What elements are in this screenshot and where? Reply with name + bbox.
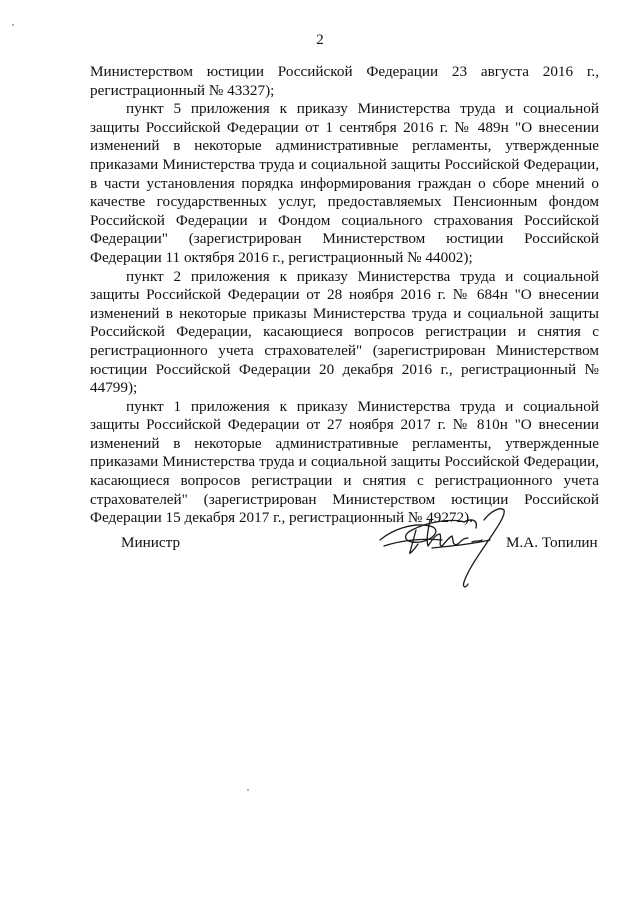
paragraph-1: Министерством юстиции Российской Федерации 23 августа 2016 г., регистрационный № 43327); xyxy=(90,63,599,99)
signer-name: М.А. Топилин xyxy=(506,534,598,551)
paragraph-3: пункт 2 приложения к приказу Министерства труда и социальной защиты Российской Федерации от 28 ноября 2016 г. № 684н "О внесении изменений в некоторые приказы Министерства труда и социальной защиты Российской Федерации, касающиеся вопросов регистрации и снятия с регистрационного учета страхователей" (зарегистрирован Министерством юстиции Российской Федерации 20 декабря 2016 г., регистрационный № 44799); xyxy=(90,267,599,397)
page-number: 2 xyxy=(316,32,324,48)
scan-speck xyxy=(247,789,249,791)
scan-speck xyxy=(12,24,14,26)
document-body xyxy=(90,63,599,528)
signer-position: Министр xyxy=(121,534,181,551)
paragraph-2: пункт 5 приложения к приказу Министерства труда и социальной защиты Российской Федерации от 1 сентября 2016 г. № 489н "О внесении изменений в некоторые административные регламенты, утвержденные приказами Министерства труда и социальной защиты Российской Федерации, в части установления порядка информирования граждан о сборе мнений о качестве государственных услуг, предоставляемых Пенсионным фондом Российской Федерации и Фондом социального страхования Российской Федерации" (зарегистрирован Министерством юстиции Российской Федерации 11 октября 2016 г., регистрационный № 44002); xyxy=(90,100,599,266)
paragraph-4: пункт 1 приложения к приказу Министерства труда и социальной защиты Российской Федерации от 27 ноября 2017 г. № 810н "О внесении изменений в некоторые административные регламенты, утвержденные приказами Министерства труда и социальной защиты Российской Федерации, касающиеся вопросов регистрации и снятия с регистрационного учета страхователей" (зарегистрирован Министерством юстиции Российской Федерации 15 декабря 2017 г., регистрационный № 49272). xyxy=(90,397,599,527)
